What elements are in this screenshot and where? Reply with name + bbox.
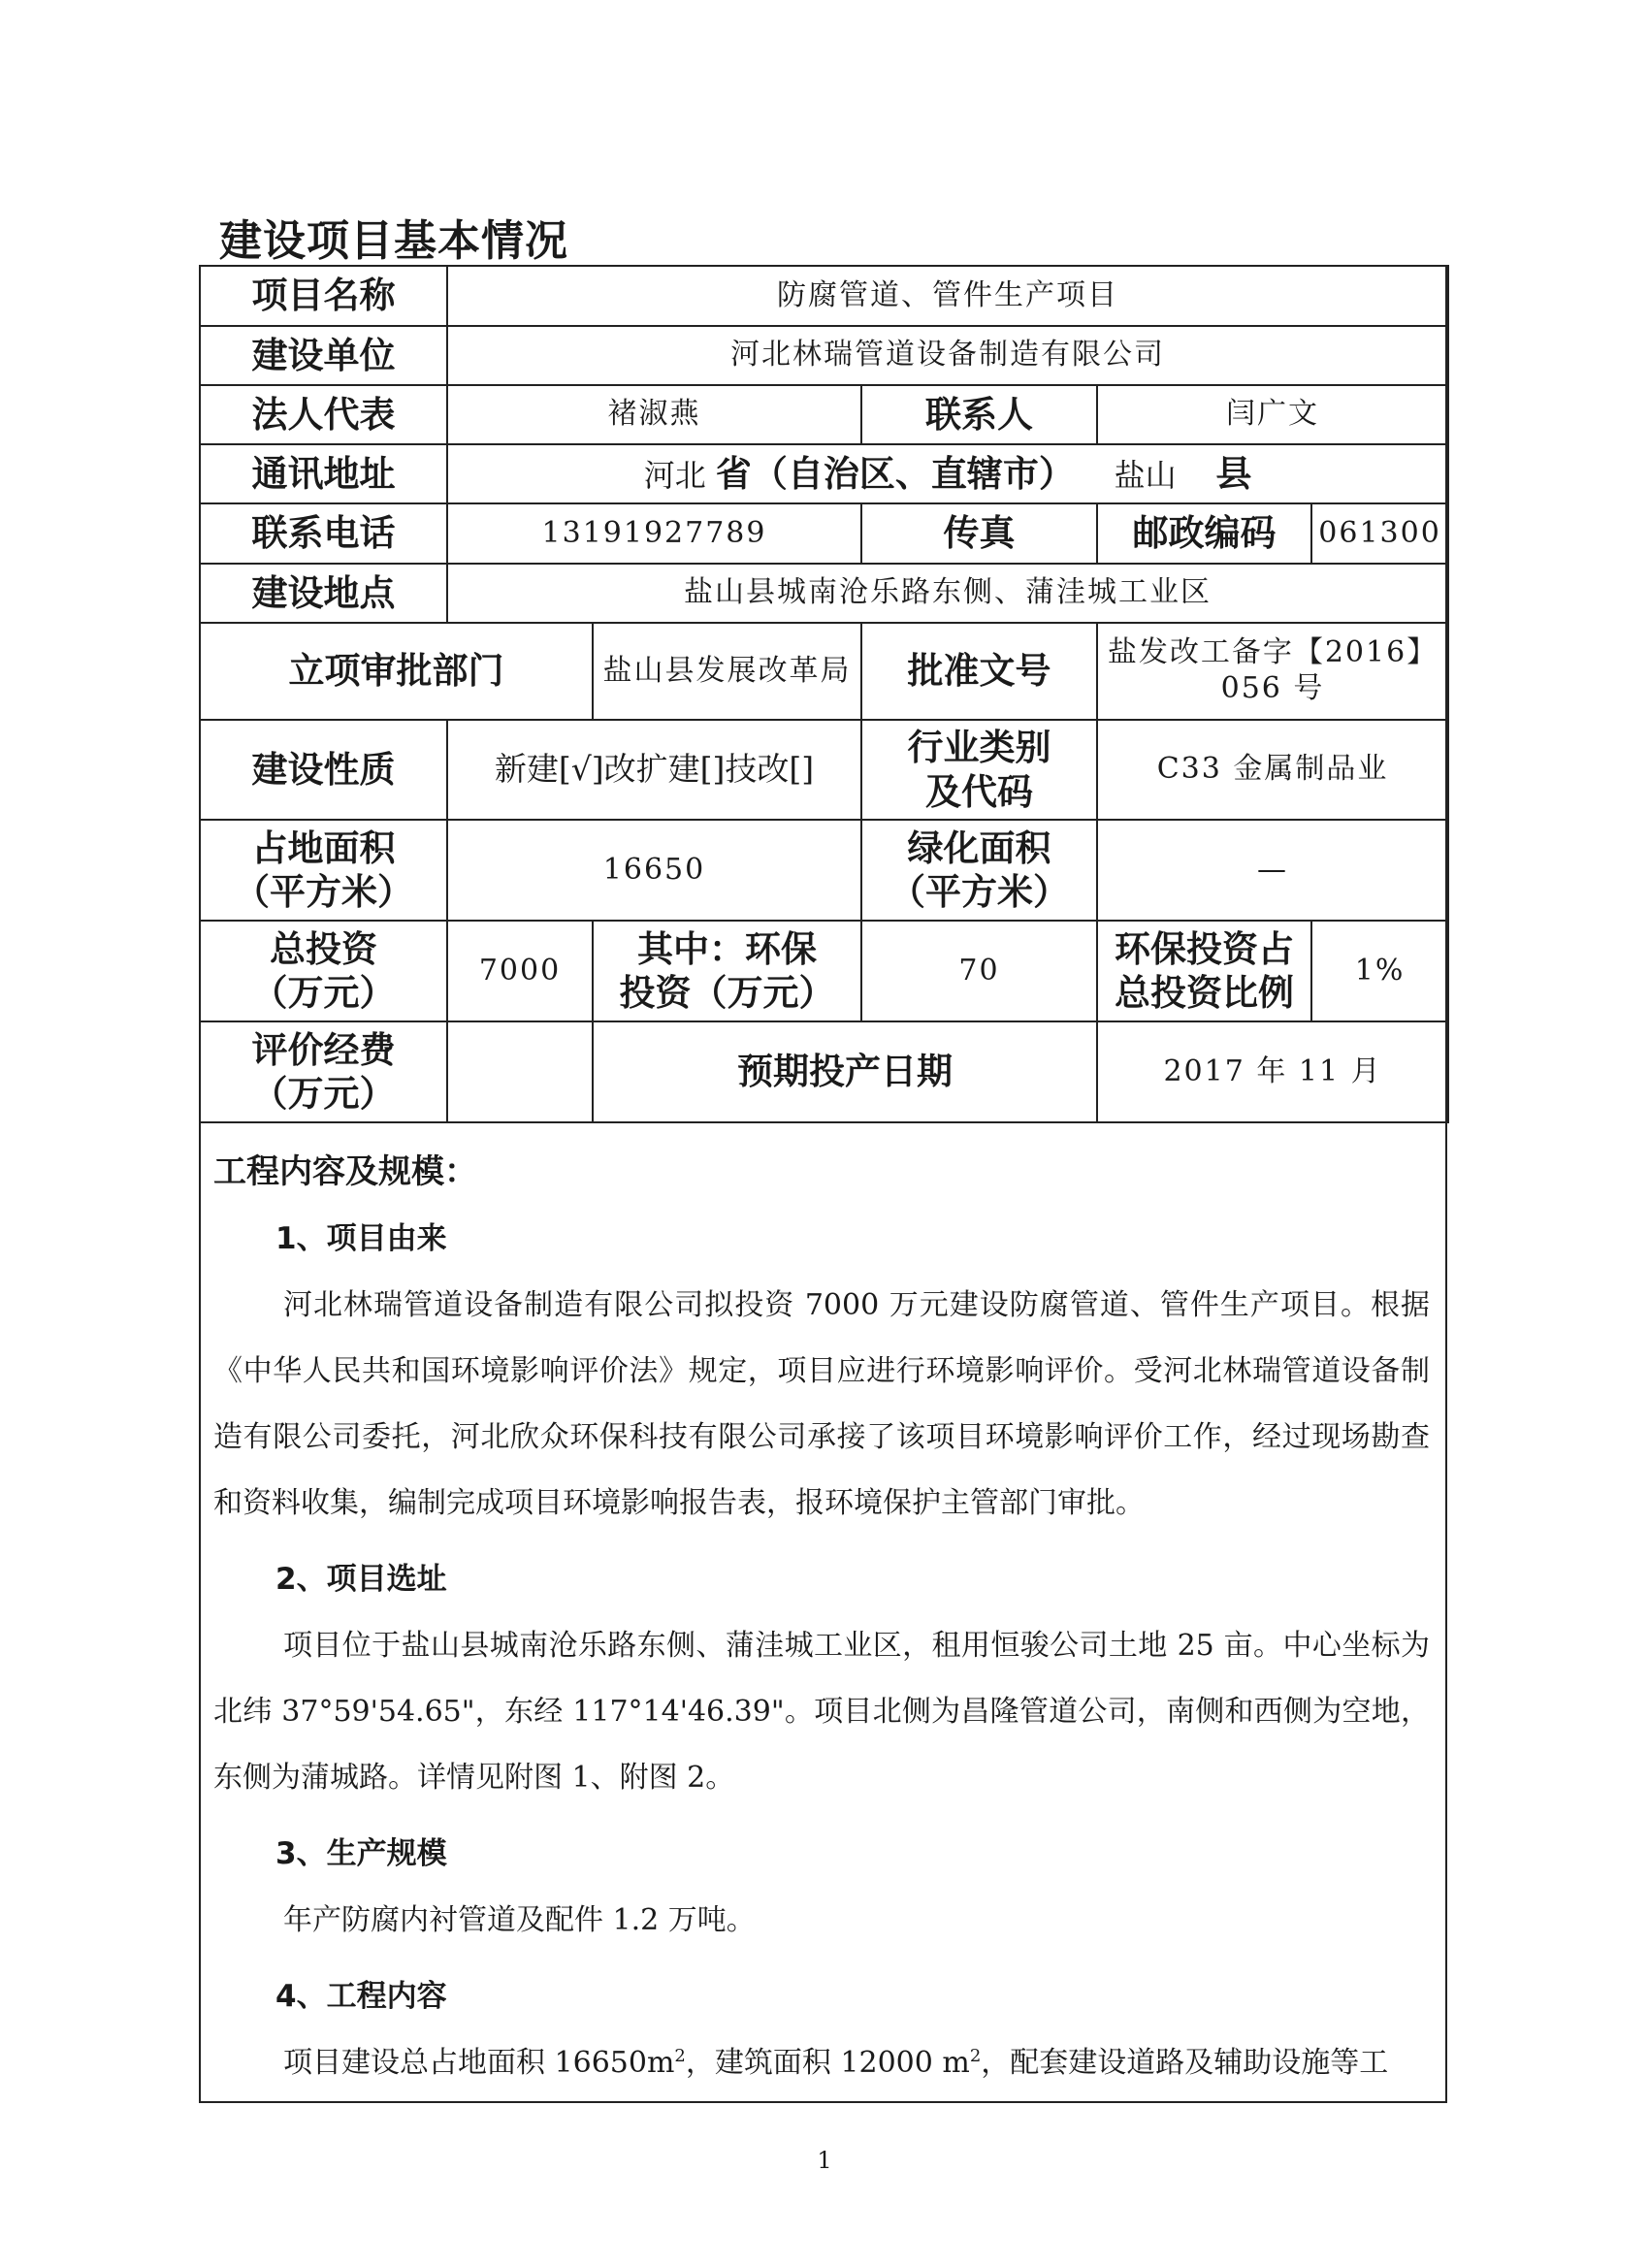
subsection-1-text: 河北林瑞管道设备制造有限公司拟投资 7000 万元建设防腐管道、管件生产项目。根据《中华人民共和国环境影响评价法》规定，项目应进行环境影响评价。受河北林瑞管道设备制造有限公司委托，河北欣众环保科技有限公司承接了该项目环境影响评价工作，经过现场勘查和资料收集，编制完成项目环境影响报告表，报环境保护主管部门审批。 bbox=[213, 1288, 1430, 1520]
green-area-label-line1: 绿化面积 bbox=[907, 826, 1051, 869]
nature-value: 新建[√]改扩建[]技改[] bbox=[447, 720, 861, 820]
subsection-2-text: 项目位于盐山县城南沧乐路东侧、蒲洼城工业区，租用恒骏公司土地 25 亩。中心坐标为北纬 37°59'54.65"，东经 117°14'46.39"。项目北侧为昌隆管道公司，南侧和西侧为空地，东侧为蒲城路。详情见附图 1、附图 2。 bbox=[213, 1629, 1430, 1795]
env-invest-label bbox=[593, 921, 861, 1021]
land-area-label bbox=[200, 820, 447, 921]
subsection-1-title: 1、项目由来 bbox=[275, 1221, 447, 1256]
approval-no-label: 批准文号 bbox=[861, 623, 1097, 720]
postcode-label: 邮政编码 bbox=[1097, 503, 1311, 564]
total-invest-label bbox=[200, 921, 447, 1021]
table-row bbox=[200, 1021, 1448, 1122]
approval-dept-label: 立项审批部门 bbox=[200, 623, 593, 720]
land-area-value: 16650 bbox=[447, 820, 861, 921]
builder-label: 建设单位 bbox=[200, 326, 447, 385]
fax-label: 传真 bbox=[861, 503, 1097, 564]
env-invest-value: 70 bbox=[861, 921, 1097, 1021]
total-invest-value: 7000 bbox=[447, 921, 593, 1021]
start-date-value: 2017 年 11 月 bbox=[1097, 1021, 1448, 1122]
env-invest-label-line2: 投资（万元） bbox=[619, 972, 835, 1014]
green-area-label-line2: （平方米） bbox=[889, 871, 1069, 913]
industry-value: C33 金属制品业 bbox=[1097, 720, 1448, 820]
table-row bbox=[200, 266, 1448, 326]
table-row bbox=[200, 720, 1448, 820]
s4-text-b: ，建筑面积 12000 m bbox=[685, 2046, 970, 2080]
total-invest-label-line2: （万元） bbox=[251, 972, 396, 1014]
env-ratio-label-line1: 环保投资占 bbox=[1115, 927, 1294, 970]
subsection-2-title: 2、项目选址 bbox=[275, 1562, 447, 1597]
env-invest-label-line1: 其中：环保 bbox=[637, 927, 817, 970]
address-value bbox=[447, 444, 1448, 503]
contact-value: 闫广文 bbox=[1097, 385, 1448, 444]
approval-no-line1: 盐发改工备字【2016】 bbox=[1107, 635, 1439, 670]
builder-value: 河北林瑞管道设备制造有限公司 bbox=[447, 326, 1448, 385]
project-content bbox=[206, 1145, 1438, 2096]
industry-label-line1: 行业类别 bbox=[907, 727, 1051, 769]
s4-text-a: 项目建设总占地面积 16650m bbox=[283, 2046, 675, 2080]
contact-label: 联系人 bbox=[861, 385, 1097, 444]
env-ratio-label bbox=[1097, 921, 1311, 1021]
s4-sup-2: 2 bbox=[969, 2046, 982, 2066]
nature-label: 建设性质 bbox=[200, 720, 447, 820]
phone-value: 13191927789 bbox=[447, 503, 861, 564]
project-name-label: 项目名称 bbox=[200, 266, 447, 326]
env-ratio-label-line2: 总投资比例 bbox=[1115, 972, 1294, 1014]
start-date-label: 预期投产日期 bbox=[593, 1021, 1097, 1122]
green-area-label bbox=[861, 820, 1097, 921]
industry-label bbox=[861, 720, 1097, 820]
postcode-value: 061300 bbox=[1311, 503, 1448, 564]
address-province-suffix: 省（自治区、直辖市） bbox=[715, 452, 1075, 495]
eval-fee-label bbox=[200, 1021, 447, 1122]
address-province: 河北 bbox=[643, 456, 706, 494]
s4-sup-1: 2 bbox=[674, 2046, 686, 2066]
address-county-suffix: 县 bbox=[1215, 452, 1252, 495]
env-ratio-value: 1% bbox=[1311, 921, 1448, 1021]
land-area-label-line1: 占地面积 bbox=[251, 826, 396, 869]
industry-label-line2: 及代码 bbox=[925, 770, 1033, 813]
phone-label: 联系电话 bbox=[200, 503, 447, 564]
address-county: 盐山 bbox=[1114, 456, 1177, 494]
address-label: 通讯地址 bbox=[200, 444, 447, 503]
legal-rep-value: 褚淑燕 bbox=[447, 385, 861, 444]
project-name-value: 防腐管道、管件生产项目 bbox=[447, 266, 1448, 326]
green-area-value: — bbox=[1097, 820, 1448, 921]
s4-text-c: ，配套建设道路及辅助设施等工 bbox=[981, 2046, 1389, 2080]
legal-rep-label: 法人代表 bbox=[200, 385, 447, 444]
table-row bbox=[200, 326, 1448, 385]
subsection-4-title: 4、工程内容 bbox=[275, 1979, 447, 2014]
table-row bbox=[200, 623, 1448, 720]
eval-fee-label-line2: （万元） bbox=[251, 1073, 396, 1115]
page-title: 建设项目基本情况 bbox=[219, 216, 568, 266]
eval-fee-label-line1: 评价经费 bbox=[251, 1028, 396, 1071]
table-row bbox=[200, 444, 1448, 503]
table-row bbox=[200, 820, 1448, 921]
site-value: 盐山县城南沧乐路东侧、蒲洼城工业区 bbox=[447, 564, 1448, 623]
total-invest-label-line1: 总投资 bbox=[270, 927, 377, 970]
subsection-3-title: 3、生产规模 bbox=[275, 1836, 447, 1871]
land-area-label-line2: （平方米） bbox=[234, 871, 413, 913]
section-title: 工程内容及规模： bbox=[213, 1152, 477, 1191]
subsection-4-text bbox=[213, 2030, 1430, 2096]
eval-fee-value bbox=[447, 1021, 593, 1122]
table-row bbox=[200, 385, 1448, 444]
table-row bbox=[200, 564, 1448, 623]
site-label: 建设地点 bbox=[200, 564, 447, 623]
approval-no-value bbox=[1097, 623, 1448, 720]
approval-dept-value: 盐山县发展改革局 bbox=[593, 623, 861, 720]
approval-no-line2: 056 号 bbox=[1220, 671, 1325, 705]
page-number: 1 bbox=[817, 2147, 832, 2174]
subsection-3-text: 年产防腐内衬管道及配件 1.2 万吨。 bbox=[283, 1903, 756, 1937]
table-row bbox=[200, 503, 1448, 564]
table-row bbox=[200, 921, 1448, 1021]
project-info-table bbox=[199, 265, 1449, 1123]
